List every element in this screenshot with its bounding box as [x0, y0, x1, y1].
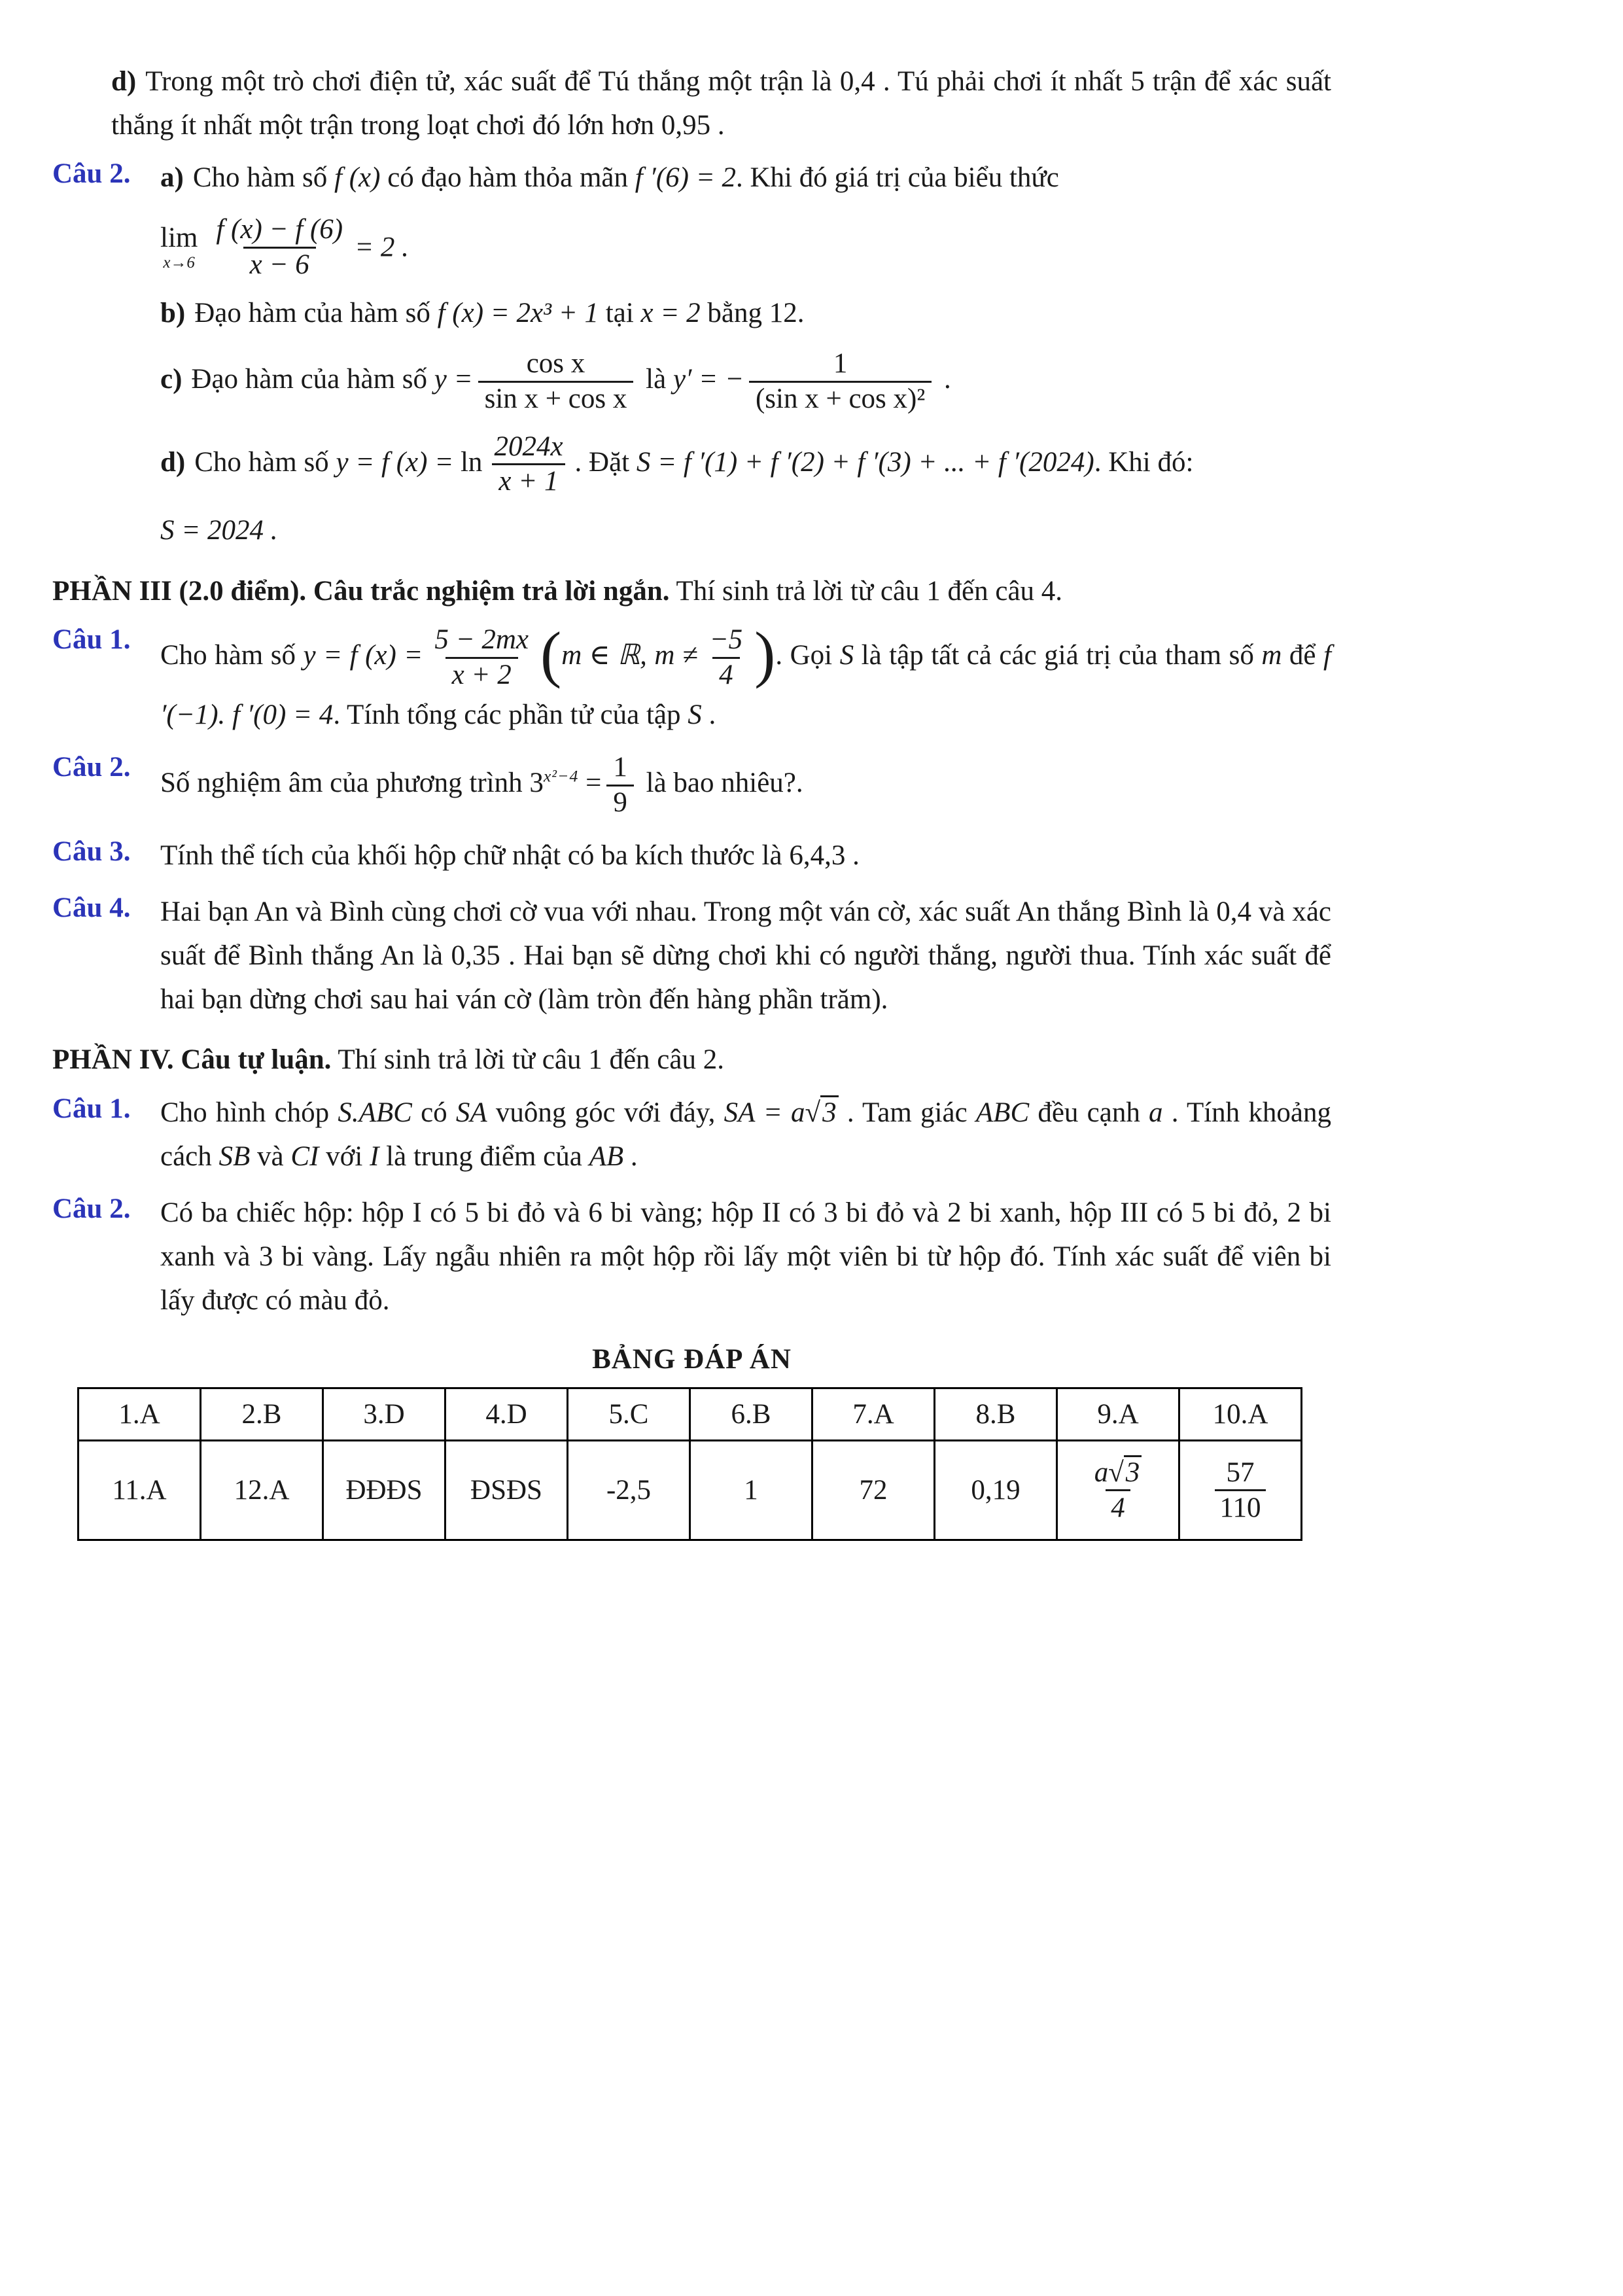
statement-d-continuation [111, 60, 1331, 147]
subitem-b [160, 292, 1331, 336]
answer-cell: 72 [812, 1441, 935, 1540]
question-part2-cau2 [52, 152, 1331, 556]
text-run: Cho hàm số [194, 446, 336, 478]
answer-cell: 1.A [79, 1388, 201, 1441]
text-run: . Khi đó: [1094, 446, 1194, 478]
answer-cell: 5.C [568, 1388, 690, 1441]
answer-cell: 11.A [79, 1441, 201, 1540]
math-run: m [1261, 640, 1282, 671]
text-run: là [638, 364, 673, 395]
math-run-sqrt-pre: SA = a√ [724, 1097, 821, 1129]
text-run: vuông góc với đáy, [487, 1097, 724, 1129]
text-run: . Tam giác [838, 1097, 976, 1129]
math-run: S [839, 640, 854, 671]
text-run: bằng 12. [700, 298, 805, 329]
text-run: để [1282, 640, 1324, 671]
text-run: . Khi đó giá trị của biểu thức [736, 162, 1059, 194]
answer-cell-fraction [1057, 1441, 1179, 1540]
text-run: . Tính tổng các phần tử của tập [333, 699, 688, 730]
text-run: . Gọi [775, 640, 840, 671]
text-run: là tập tất cả các giá trị của tham số [854, 640, 1262, 671]
lim-word: lim [160, 222, 198, 253]
math-run: m ∈ ℝ, m ≠ [561, 640, 698, 671]
ln-operator: ln [460, 446, 483, 478]
math-run: x = 2 [640, 298, 701, 329]
sqrt-radicand: 3 [820, 1095, 839, 1128]
question-body [160, 830, 1331, 882]
question-body [160, 618, 1331, 741]
fraction-denominator: x + 1 [492, 463, 565, 499]
part3-heading [52, 570, 1331, 614]
sqrt-pre: a√ [1094, 1457, 1124, 1488]
question-label-cau1: Câu 1. [52, 1093, 131, 1125]
fraction [428, 624, 535, 692]
subitem-d-label: d) [160, 446, 186, 478]
subitem-c [160, 346, 1331, 417]
math-run: CI [290, 1140, 319, 1172]
answer-cell: 12.A [201, 1441, 323, 1540]
answer-cell: 10.A [1179, 1388, 1302, 1441]
text-run: có [411, 1097, 456, 1129]
text-run: Cho hàm số [160, 640, 304, 671]
fraction [1215, 1456, 1266, 1525]
fraction-denominator: 9 [606, 785, 634, 820]
question-label-cau1: Câu 1. [52, 624, 131, 656]
answer-cell: 4.D [445, 1388, 568, 1441]
question-body [160, 746, 1331, 824]
part3-heading-rest: Thí sinh trả lời từ câu 1 đến câu 4. [669, 575, 1063, 607]
fraction-numerator: f (x) − f (6) [216, 213, 343, 245]
part4-heading-bold: PHẦN IV. Câu tự luận. [52, 1044, 332, 1076]
fraction-numerator: cos x [526, 348, 585, 380]
fraction [1089, 1456, 1147, 1525]
fraction-numerator: 5 − 2mx [434, 624, 529, 656]
text-run: đều cạnh [1029, 1097, 1149, 1129]
question-part3-cau4 [52, 887, 1331, 1025]
answer-cell: -2,5 [568, 1441, 690, 1540]
question-text [160, 1091, 1331, 1178]
formula-tail: = 2 . [355, 232, 409, 263]
question-label-cau4: Câu 4. [52, 892, 131, 924]
text-run: Cho hàm số [192, 162, 335, 194]
limit-operator [160, 224, 198, 272]
text-run: Đạo hàm của hàm số [191, 364, 434, 395]
math-run: S = 2024 . [160, 514, 278, 546]
text-run: là trung điểm của [379, 1140, 589, 1172]
fraction-numerator: 1 [833, 348, 848, 380]
math-run: f (x) [334, 162, 381, 194]
math-run: S.ABC [338, 1097, 412, 1129]
question-part3-cau2 [52, 746, 1331, 824]
answer-cell: 1 [690, 1441, 812, 1540]
math-run: y = [434, 364, 473, 395]
fraction [487, 431, 569, 499]
sqrt-radicand: 3 [1124, 1455, 1142, 1488]
part4-heading [52, 1038, 1331, 1082]
subitem-a-label: a) [160, 162, 184, 194]
question-body [160, 887, 1331, 1025]
fraction-denominator: 4 [712, 657, 740, 692]
item-d-text: Trong một trò chơi điện tử, xác suất để Tú thắng một trận là 0,4 . Tú phải chơi ít nhất 5 trận để xác suất thắng ít nhất một trận trong loạt chơi đó lớn hơn 0,95 . [111, 66, 1331, 141]
power-exponent: x²−4 [543, 767, 579, 786]
subitem-b-label: b) [160, 298, 186, 329]
math-run: f ′(−1). f ′(0) = 4 [160, 640, 1331, 730]
fraction-numerator: −5 [709, 624, 743, 656]
text-run: và [250, 1140, 291, 1172]
fraction-denominator: (sin x + cos x)² [749, 381, 932, 416]
answer-table-row [79, 1388, 1302, 1441]
text-run: . [937, 364, 951, 395]
math-run: a [1149, 1097, 1163, 1129]
text-run: = [578, 768, 602, 799]
math-run: y′ = − [672, 364, 744, 395]
power-base: 3 [529, 768, 544, 799]
fraction-numerator: 2024x [494, 431, 563, 462]
answer-cell: 7.A [812, 1388, 935, 1441]
fraction-denominator: sin x + cos x [478, 381, 634, 416]
subitem-a [160, 156, 1331, 200]
math-run: y = f (x) = [303, 640, 423, 671]
math-run: S = f ′(1) + f ′(2) + f ′(3) + ... + f ′(2024) [636, 446, 1094, 478]
question-part3-cau3 [52, 830, 1331, 882]
text-run: Số nghiệm âm của phương trình [160, 768, 530, 799]
math-run: AB [589, 1140, 624, 1172]
math-run: SB [218, 1140, 251, 1172]
answer-table-title: BẢNG ĐÁP ÁN [592, 1344, 792, 1375]
fraction-denominator: 110 [1215, 1489, 1266, 1525]
answer-cell: 0,19 [935, 1441, 1057, 1540]
text-run: . Đặt [574, 446, 637, 478]
math-run: SA [455, 1097, 487, 1129]
answer-cell: 2.B [201, 1388, 323, 1441]
part4-heading-rest: Thí sinh trả lời từ câu 1 đến câu 2. [331, 1044, 724, 1076]
math-run: y = f (x) = [336, 446, 461, 478]
text-run: là bao nhiêu?. [638, 768, 803, 799]
fraction-numerator [1089, 1456, 1147, 1490]
answer-table [77, 1387, 1302, 1541]
question-text [160, 618, 1331, 737]
fraction [703, 624, 750, 692]
math-run: ABC [975, 1097, 1030, 1129]
fraction-denominator: 4 [1106, 1489, 1130, 1525]
answer-cell: ĐSĐS [445, 1441, 568, 1540]
math-run: f (x) = 2x³ + 1 [437, 298, 599, 329]
question-label-cau2: Câu 2. [52, 752, 131, 783]
text-run: với [319, 1140, 370, 1172]
text-run: . Tính khoảng cách [160, 1097, 1331, 1172]
question-text: Tính thể tích của khối hộp chữ nhật có ba kích thước là 6,4,3 . [160, 839, 860, 871]
math-run: I [370, 1140, 379, 1172]
question-body [160, 1087, 1331, 1182]
question-text: Có ba chiếc hộp: hộp I có 5 bi đỏ và 6 bi vàng; hộp II có 3 bi đỏ và 2 bi xanh, hộp III có 5 bi đỏ, 2 bi xanh và 3 bi vàng. Lấy ngẫu nhiên ra một hộp rồi lấy một viên bi từ hộp đó. Tính xác suất để viên bi lấy được có màu đỏ. [160, 1197, 1331, 1316]
question-body [160, 152, 1331, 556]
question-part4-cau2 [52, 1188, 1331, 1326]
lim-subscript: x→6 [163, 253, 195, 272]
fraction-denominator: x + 2 [445, 657, 518, 692]
limit-formula [160, 212, 1331, 283]
big-paren-open: ( [540, 618, 562, 689]
question-label-cau2: Câu 2. [52, 1193, 131, 1225]
question-label-cau3: Câu 3. [52, 836, 131, 867]
fraction [478, 347, 634, 415]
text-run: Đạo hàm của hàm số [194, 298, 438, 329]
question-label-cau2: Câu 2. [52, 158, 131, 190]
text-run: có đạo hàm thỏa mãn [380, 162, 635, 194]
math-run: f ′(6) = 2 [635, 162, 736, 194]
answer-cell: 6.B [690, 1388, 812, 1441]
answer-cell: 9.A [1057, 1388, 1179, 1441]
question-text: Hai bạn An và Bình cùng chơi cờ vua với nhau. Trong một ván cờ, xác suất An thắng Bình là 0,4 và xác suất để Bình thắng An là 0,35 . Hai bạn sẽ dừng chơi khi có người thắng, người thua. Tính xác suất để hai bạn dừng chơi sau hai ván cờ (làm tròn đến hàng phần trăm). [160, 896, 1331, 1015]
fraction [749, 347, 932, 415]
subitem-c-label: c) [160, 364, 183, 395]
question-part4-cau1 [52, 1087, 1331, 1182]
math-run: S [688, 699, 702, 730]
answer-cell-fraction [1179, 1441, 1302, 1540]
subitem-d [160, 429, 1331, 500]
question-body [160, 1188, 1331, 1326]
answer-cell: 3.D [323, 1388, 445, 1441]
fraction-numerator: 1 [613, 752, 627, 783]
question-part3-cau1 [52, 618, 1331, 741]
fraction [606, 751, 634, 819]
big-paren-close: ) [754, 618, 776, 689]
subitem-d-result [160, 509, 1331, 553]
item-d-label: d) [111, 66, 137, 97]
fraction-numerator: 57 [1226, 1457, 1255, 1488]
answer-cell: 8.B [935, 1388, 1057, 1441]
text-run: tại [599, 298, 641, 329]
question-text [160, 750, 1331, 821]
answer-cell: ĐĐĐS [323, 1441, 445, 1540]
text-run: . [701, 699, 716, 730]
part3-heading-bold: PHẦN III (2.0 điểm). Câu trắc nghiệm trả lời ngắn. [52, 575, 670, 607]
fraction [209, 213, 349, 281]
text-run: Cho hình chóp [160, 1097, 338, 1129]
fraction-denominator: x − 6 [243, 247, 316, 282]
text-run: . [623, 1140, 638, 1172]
answer-table-row [79, 1441, 1302, 1540]
